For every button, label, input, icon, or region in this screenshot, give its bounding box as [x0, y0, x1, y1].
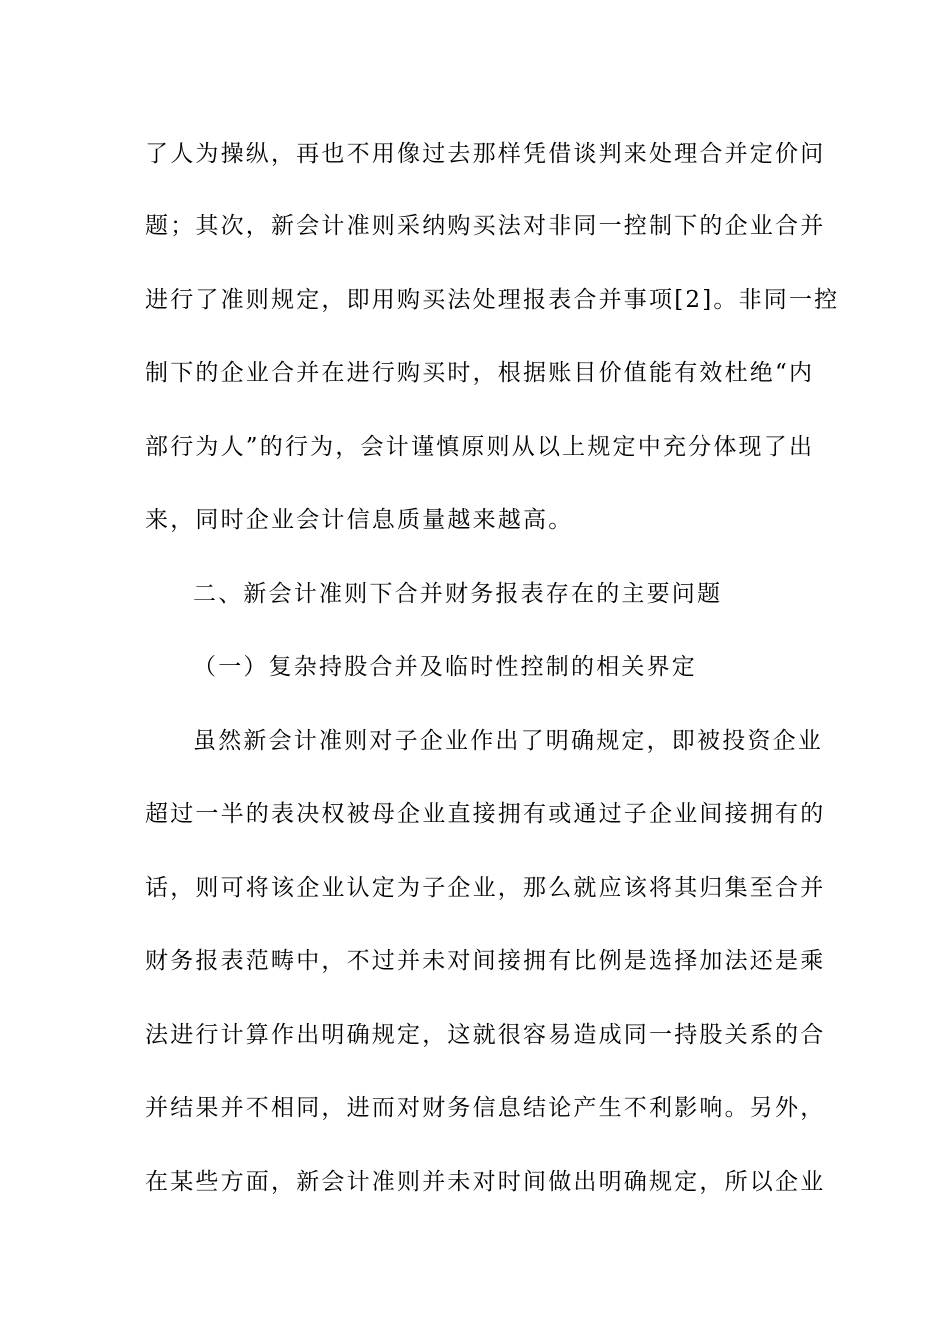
subsection-heading: （一）复杂持股合并及临时性控制的相关界定 [193, 654, 697, 680]
paragraph-2-line-6: 并结果并不相同，进而对财务信息结论产生不利影响。另外， [145, 1095, 826, 1121]
paragraph-2-line-4: 财务报表范畴中，不过并未对间接拥有比例是选择加法还是乘 [145, 948, 826, 974]
paragraph-2-line-2: 超过一半的表决权被母企业直接拥有或通过子企业间接拥有的 [145, 801, 826, 827]
paragraph-1-line-5: 部行为人”的行为，会计谨慎原则从以上规定中充分体现了出 [145, 434, 815, 460]
paragraph-1-line-6: 来，同时企业会计信息质量越来越高。 [145, 507, 574, 533]
paragraph-1-line-2: 题；其次，新会计准则采纳购买法对非同一控制下的企业合并 [145, 213, 826, 239]
paragraph-2-line-1: 虽然新会计准则对子企业作出了明确规定，即被投资企业 [193, 728, 823, 754]
paragraph-2-line-7: 在某些方面，新会计准则并未对时间做出明确规定，所以企业 [145, 1169, 826, 1195]
paragraph-2-line-3: 话，则可将该企业认定为子企业，那么就应该将其归集至合并 [145, 875, 826, 901]
section-heading: 二、新会计准则下合并财务报表存在的主要问题 [193, 581, 723, 607]
paragraph-2-line-5: 法进行计算作出明确规定，这就很容易造成同一持股关系的合 [145, 1022, 826, 1048]
paragraph-1-line-3: 进行了准则规定，即用购买法处理报表合并事项[2]。非同一控 [145, 287, 840, 313]
paragraph-1-line-4: 制下的企业合并在进行购买时，根据账目价值能有效杜绝“内 [145, 360, 815, 386]
paragraph-1-line-1: 了人为操纵，再也不用像过去那样凭借谈判来处理合并定价问 [145, 141, 826, 167]
